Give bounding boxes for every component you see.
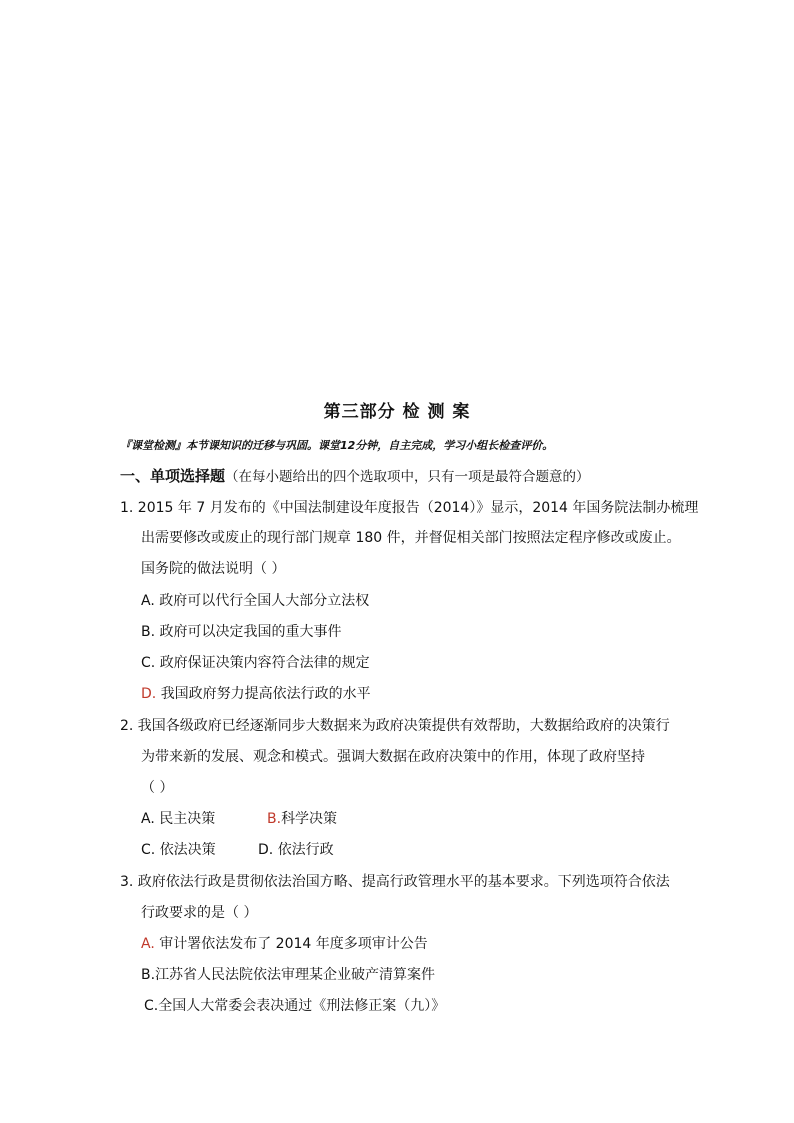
question-2-line-2: 为带来新的发展、观念和模式。强调大数据在政府决策中的作用，体现了政府坚持 — [141, 749, 645, 765]
option-text: 政府保证决策内容符合法律的规定 — [159, 655, 370, 671]
question-1-option-b — [141, 622, 342, 642]
question-2-option-d — [258, 840, 334, 860]
question-1-line-1: 1. 2015 年 7 月发布的《中国法制建设年度报告（2014）》显示，2014 年国务院法制办梳理 — [120, 500, 699, 516]
option-letter: A. — [141, 811, 155, 827]
question-1-option-d — [141, 684, 371, 704]
section-heading — [120, 466, 590, 487]
section-title: 一、单项选择题 — [120, 467, 226, 485]
option-text: 政府可以决定我国的重大事件 — [159, 624, 342, 640]
option-text: 全国人大常委会表决通过《刑法修正案（九）》 — [158, 998, 446, 1014]
option-letter: C. — [141, 655, 156, 671]
option-letter: B. — [141, 967, 156, 983]
section-instruction: （在每小题给出的四个选取项中，只有一项是最符合题意的） — [225, 469, 590, 485]
option-text: 我国政府努力提高依法行政的水平 — [160, 686, 371, 702]
question-2-line-1: 2. 我国各级政府已经逐渐同步大数据来为政府决策提供有效帮助，大数据给政府的决策行 — [120, 718, 670, 734]
question-2-option-a — [141, 809, 215, 829]
option-text: 依法行政 — [277, 842, 334, 858]
question-3-option-a — [141, 934, 428, 954]
question-3-line-2: 行政要求的是（ ） — [141, 905, 258, 921]
answer-option-letter: B. — [267, 811, 282, 827]
question-3-option-b — [141, 965, 435, 985]
page-title: 第三部分 检 测 案 — [323, 402, 471, 422]
option-letter: C. — [144, 998, 159, 1014]
classroom-check-note: 『课堂检测』本节课知识的迁移与巩固。课堂12分钟，自主完成，学习小组长检查评价。 — [120, 439, 554, 452]
option-letter: B. — [141, 624, 156, 640]
question-2-option-b — [267, 809, 337, 829]
question-1-option-a — [141, 591, 369, 611]
option-text: 江苏省人民法院依法审理某企业破产清算案件 — [155, 967, 436, 983]
question-2-line-3: （ ） — [141, 780, 174, 796]
answer-option-letter: D. — [141, 686, 157, 702]
option-text: 民主决策 — [159, 811, 216, 827]
option-letter: D. — [258, 842, 274, 858]
question-3-option-c — [144, 996, 445, 1016]
answer-option-letter: A. — [141, 936, 155, 952]
question-1-line-2: 出需要修改或废止的现行部门规章 180 件，并督促相关部门按照法定程序修改或废止。 — [141, 530, 681, 546]
option-text: 政府可以代行全国人大部分立法权 — [159, 593, 370, 609]
option-text: 审计署依法发布了 2014 年度多项审计公告 — [159, 936, 428, 952]
option-letter: A. — [141, 593, 155, 609]
option-text: 依法决策 — [159, 842, 216, 858]
question-3-line-1: 3. 政府依法行政是贯彻依法治国方略、提高行政管理水平的基本要求。下列选项符合依法 — [120, 874, 670, 890]
option-text: 科学决策 — [281, 811, 338, 827]
option-letter: C. — [141, 842, 156, 858]
question-1-line-3: 国务院的做法说明（ ） — [141, 561, 286, 577]
question-2-option-c — [141, 840, 216, 860]
question-1-option-c — [141, 653, 370, 673]
